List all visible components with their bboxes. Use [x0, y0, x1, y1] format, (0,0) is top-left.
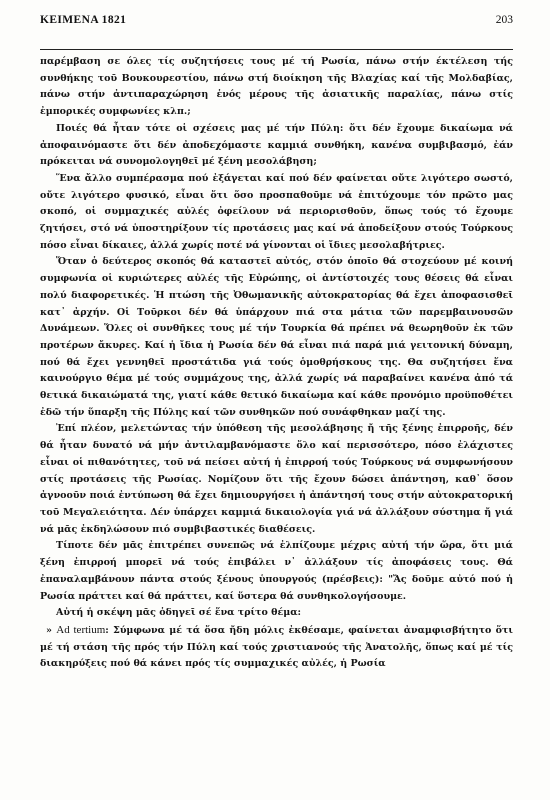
body-text [40, 54, 513, 673]
paragraph-4: Ὅταν ὁ δεύτερος σκοπός θά καταστεῖ αὐτός, στόν ὁποῖο θά στοχεύουν μέ κοινή συμφωνία οἱ κυριώτερες αὐλές τῆς Εὐρώπης, οἱ ἀντίστοιχές τους θέσεις θά εἶναι πολύ διαφορετικές. Ἡ πτώση τῆς Ὀθωμανικῆς αὐτοκρατορίας θά ἔχει ἀποφασισθεῖ κατ᾽ ἀρχήν. Οἱ Τοῦρκοι δέν θά ὑπάρχουν πιά στα μάτια τῶν παρεμβαινουσῶν Δυνάμεων. Ὅλες οἱ συνθῆκες τους μέ τήν Τουρκία θά πρέπει νά θεωρηθοῦν ἐκ τῶν προτέρων ἄκυρες. Καί ἡ ἴδια ἡ Ρωσία δέν θά εἶναι πιά παρά μιά γειτονική δύναμη, πού θά ἔχει γεννηθεῖ προστάτιδα γιά τούς ὁμοθρήσκους της. Θα συζητήσει ἕνα καινούργιο θέμα μέ τούς συμμάχους της, ἀλλά χωρίς νά παραβαίνει κανένα ἀπό τά θετικά δικαιώματά της, γιατί κάθε θετικό δικαίωμα καί κάθε προνόμιο προϋποθέτει ἐδῶ τήν ὕπαρξη τῆς Πύλης καί τῶν συνθηκῶν πού συνάφθηκαν μαζί της. [40, 256, 513, 418]
paragraph-1: παρέμβαση σε όλες τίς συζητήσεις τους μέ τή Ρωσία, πάνω στήν έκτέλεση τής συνθήκης τοῦ Βουκουρεστίου, πάνω στή διοίκηση τῆς Βλαχίας καί τῆς Μολδαβίας, πάνω στήν ἀντιπαραχώρηση ἑνός μέρους τῆς ἀσιατικῆς παραλίας, πάνω στίς ἐμπορικές συμφωνίες κλπ.; [40, 56, 513, 118]
paragraph-2: Ποιές θά ἦταν τότε οἱ σχέσεις μας μέ τήν Πύλη: ὅτι δέν ἔχουμε δικαίωμα νά ἀποφαινόμαστε ὅτι δέν ἀποδεχόμαστε καμμιά συνθήκη, κανένα συμβιβασμό, ἐάν πρόκειται νά συνομολογηθεῖ μέ ξένη μεσολάβηση; [40, 122, 513, 168]
paragraph-5: Ἐπί πλέον, μελετώντας τήν ὑπόθεση τῆς μεσολάβησης ἤ τῆς ξένης ἐπιρροῆς, δέν θά ἦταν δυνατό νά μήν ἀντιλαμβανόμαστε ὅλο καί περισσότερο, πόσο ἐλάχιστες εἶναι οἱ πιθανότητες, τοῦ νά πείσει αὐτή ἡ ἐπιρροή τούς Τούρκους νά συμφωνήσουν στίς προτάσεις τῆς Ρωσίας. Νομίζουν ὅτι τῆς ἔχουν δώσει ἀπάντηση, καθ᾽ ὅσον ἀγνοοῦν ποιά ἐντύπωση θά ἔχει δημιουργήσει ἡ ἀπάντησή τους στήν αὐτοκρατορική τοῦ Μεγαλειότητα. Δέν ὑπάρχει καμμιά δικαιολογία γιά νά ἀλλάξουν σύστημα ἤ γιά νά μᾶς ἐκδηλώσουν πιό συμβιβαστικές διαθέσεις. [40, 423, 513, 535]
paragraph-7: Αὐτή ἡ σκέψη μᾶς ὁδηγεῖ σέ ἕνα τρίτο θέμα: [56, 607, 302, 619]
quote-text: : Σύμφωνα μέ τά ὅσα ἤδη μόλις ἐκθέσαμε, φαίνεται ἀναμφισβήτητο ὅτι μέ τή στάση τῆς πρός τήν Πύλη καί τούς χριστιανούς τῆς Ἀνατολῆς, ὅπως καί μέ τίς διακηρύξεις πού θά κάνει πρός τίς συμμαχικές αὐλές, ἡ Ρωσία [40, 624, 513, 670]
paragraph-3: Ἕνα ἄλλο συμπέρασμα πού ἐξάγεται καί πού δέν φαίνεται οὔτε λιγότερο σωστό, οὔτε λιγότερο φυσικό, εἶναι ὅτι ὅσο προσπαθοῦμε νά ἐπιτύχουμε τόν πρῶτο μας σκοπό, οἱ συμμαχικές αὐλές ὀφείλουν νά περιορισθοῦν, ὅπως τούς τό ἔχουμε ζητήσει, στό νά ὑποστηρίξουν τίς προτάσεις μας καί νά ἀποδείξουν στούς Τούρκους πόσο εἶναι δίκαιες, ἀλλά χωρίς ποτέ νά γίνονται οἱ ἴδιες μεσολαβήτριες. [40, 172, 513, 251]
quote-marker: » [46, 624, 52, 636]
paragraph-6: Τίποτε δέν μᾶς ἐπιτρέπει συνεπῶς νά ἐλπίζουμε μέχρις αὐτή τήν ὥρα, ὅτι μιά ξένη ἐπιρροή μπορεῖ νά τούς ἐπιβάλει ν᾽ ἀλλάξουν τίς ἀποφάσεις τους. Θά ἐπαναλαμβάνουν πάντα στούς ξένους ὑπουργούς (πρέσβεις): "Ἄς δοῦμε αὐτό πού ἡ Ρωσία πράττει καί θά πράττει, καί ὕστερα θά συνθηκολογήσουμε. [40, 540, 513, 602]
quote-latin-heading: Ad tertium [56, 623, 106, 636]
running-head [40, 14, 513, 30]
page-number: 203 [495, 14, 513, 26]
quote-paragraph [40, 622, 513, 673]
header-rule [40, 49, 513, 50]
running-head-title: ΚΕΙΜΕΝΑ 1821 [40, 14, 127, 26]
